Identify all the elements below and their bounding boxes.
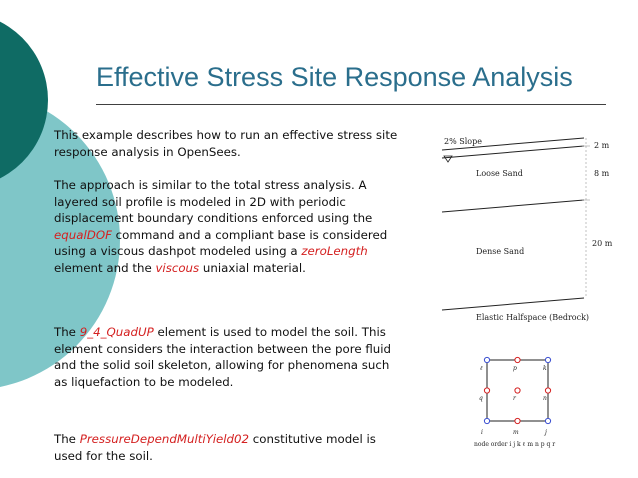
paragraph-approach [54, 177, 399, 277]
node-q-circle [484, 388, 489, 393]
element-text-2: element is used to model the soil. This element considers the interaction between the pore fluid and the solid soil skeleton, allowing for phenomena such as liquefaction to be modeled. [54, 325, 392, 389]
node-j-label: j [545, 429, 547, 436]
node-m-label: m [513, 429, 519, 436]
node-p-circle [515, 357, 520, 362]
bedrock-label: Elastic Halfspace (Bedrock) [476, 313, 590, 322]
element-text-1: The [54, 325, 80, 339]
dim-2m: 2 m [594, 141, 610, 150]
paragraph-intro: This example describes how to run an effective stress site response analysis in OpenSees. [54, 128, 398, 159]
title-divider [96, 104, 606, 105]
material-text-2: constitutive model is used for the soil. [54, 432, 376, 463]
node-i-circle [484, 418, 489, 423]
keyword-equaldof: equalDOF [54, 227, 112, 242]
node-j-circle [545, 418, 550, 423]
node-n-label: n [543, 395, 547, 402]
approach-text-2: command and a compliant base is considered using a viscous dashpot modeled using a [54, 227, 388, 259]
paragraph-material [54, 431, 399, 464]
node-r-circle [515, 388, 520, 393]
node-l-label: ℓ [480, 365, 483, 372]
node-r-label: r [513, 395, 516, 402]
node-k-circle [545, 357, 550, 362]
node-q-label: q [479, 395, 483, 402]
dim-8m: 8 m [594, 169, 610, 178]
node-n-circle [545, 388, 550, 393]
loose-sand-label: Loose Sand [476, 169, 523, 178]
bedrock-boundary-line [442, 298, 584, 310]
approach-text-4: uniaxial material. [199, 260, 306, 275]
dim-20m: 20 m [592, 239, 613, 248]
layer-boundary-line [442, 200, 584, 212]
keyword-viscous: viscous [155, 260, 200, 275]
dense-sand-label: Dense Sand [476, 247, 525, 256]
paragraph-element [54, 324, 399, 390]
keyword-zerolength: zeroLength [301, 244, 368, 259]
node-m-circle [515, 418, 520, 423]
soil-profile-figure [436, 130, 626, 330]
node-order-caption: node order i j k ℓ m n p q r [474, 441, 556, 448]
material-text-1: The [54, 432, 80, 446]
approach-text-3: element and the [54, 260, 156, 275]
quad-element-figure [470, 350, 590, 450]
node-k-label: k [543, 365, 547, 372]
node-p-label: p [513, 365, 517, 372]
keyword-quadup: 9_4_QuadUP [79, 325, 154, 339]
slope-label: 2% Slope [444, 137, 482, 146]
slide-title: Effective Stress Site Response Analysis [96, 62, 573, 92]
approach-text-1: The approach is similar to the total stress analysis. A layered soil profile is modeled in 2D with periodic displacement boundary conditions enforced using the [54, 178, 373, 226]
keyword-pdmy02: PressureDependMultiYield02 [79, 432, 250, 446]
node-i-label: i [481, 429, 483, 436]
node-l-circle [484, 357, 489, 362]
